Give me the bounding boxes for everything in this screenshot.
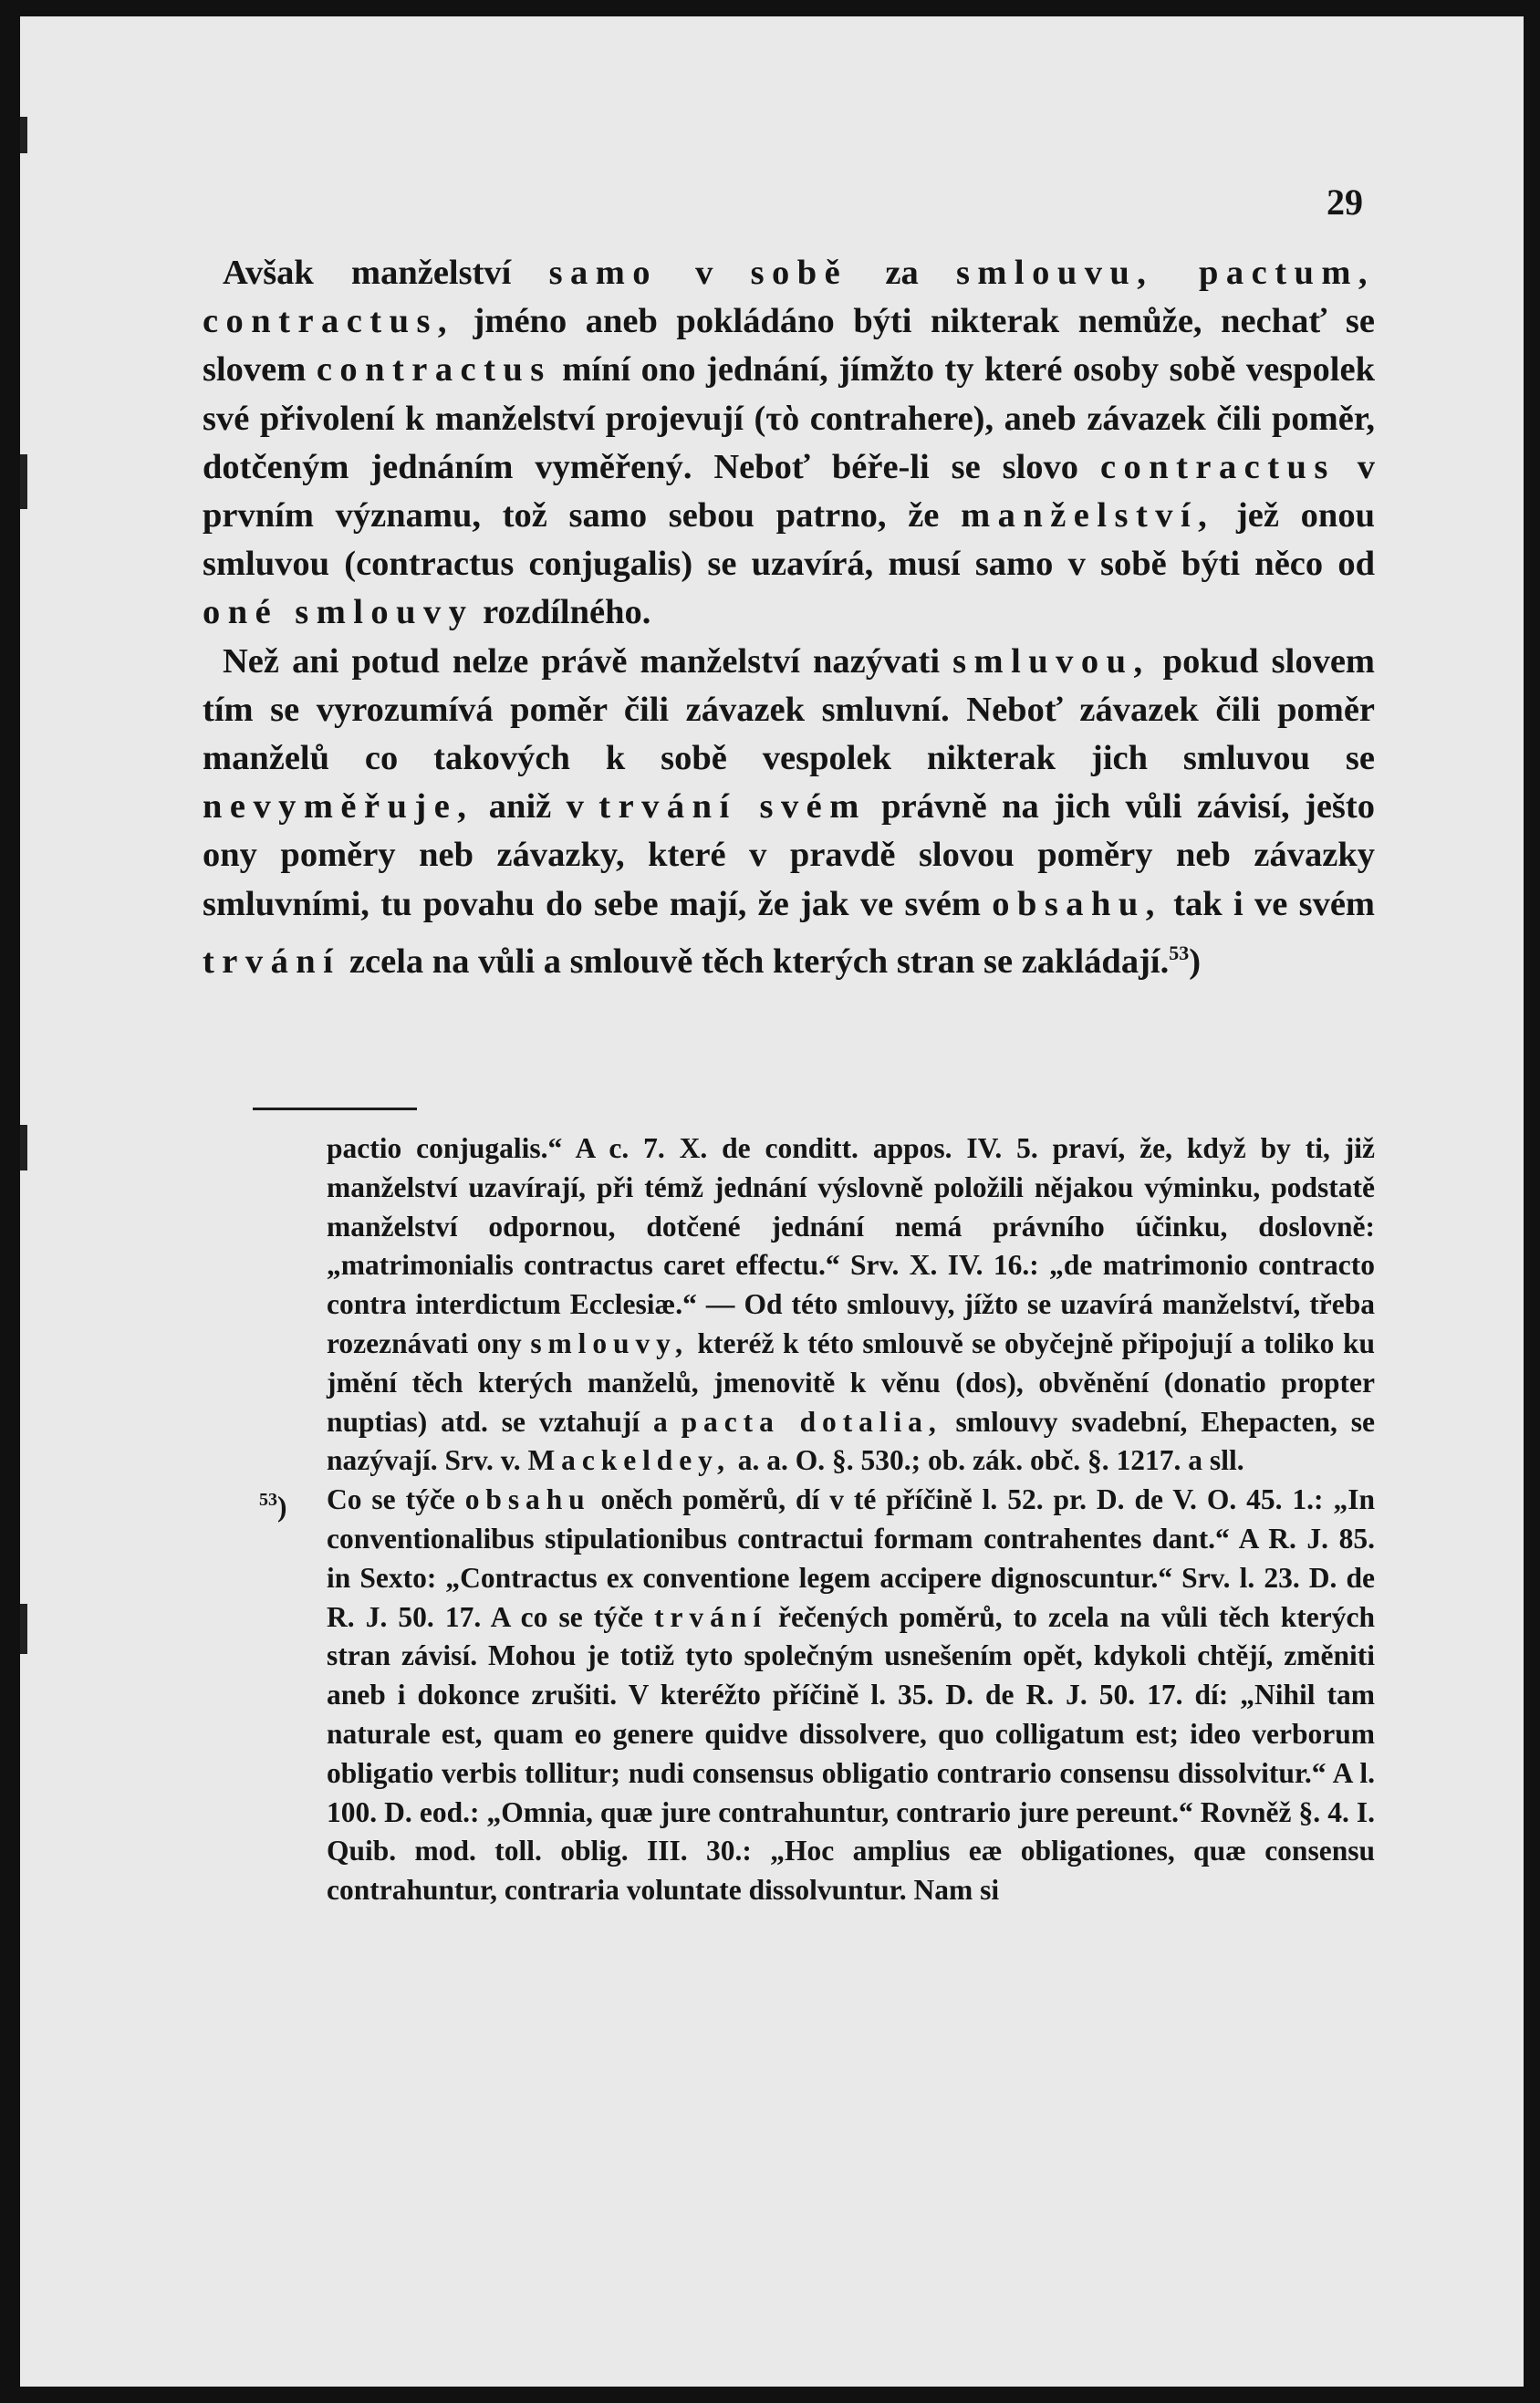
main-text (203, 249, 1375, 986)
spaced-emphasis: obsahu, (992, 884, 1162, 923)
footnote-53 (246, 1481, 1375, 1910)
spaced-emphasis: trvání (654, 1600, 767, 1633)
footnotes (246, 1129, 1375, 1910)
spaced-emphasis: obsahu (464, 1483, 591, 1516)
spaced-emphasis: smlouvy, (530, 1326, 689, 1359)
spaced-emphasis: smluvou, (952, 641, 1150, 681)
spaced-emphasis: contractus (316, 350, 552, 390)
book-page (20, 16, 1524, 2387)
spaced-emphasis: contractus (1099, 447, 1336, 486)
spaced-emphasis: sobě (750, 254, 848, 292)
paragraph-1: Avšak manželství samo v sobě za smlouvu, pactum, contractus, jméno aneb pokládáno býti nikterak nemůže, nechať se slovem contractus míní ono jednání, jímžto ty které osoby sobě vespolek své přivolení k manželství projevují (τὸ contrahere), aneb závazek čili poměr, dotčeným jednáním vyměřený. Neboť béře-li se slovo contractus v prvním významu, tož samo sebou patrno, že manželství, jež onou smluvou (contractus conjugalis) se uzavírá, musí samo v sobě býti něco od oné smlouvy rozdílného. (203, 254, 1376, 632)
spaced-emphasis: smlouvu, pactum, contractus, (203, 254, 1376, 341)
left-margin-mark (20, 1604, 27, 1654)
left-margin-mark (20, 1125, 27, 1170)
page-number: 29 (1327, 182, 1363, 223)
spaced-emphasis: nevyměřuje, (203, 787, 474, 827)
spaced-emphasis: Mackeldey, (527, 1444, 731, 1477)
spaced-emphasis: samo (548, 254, 658, 292)
spaced-emphasis: pacta dotalia, (681, 1405, 942, 1438)
spaced-emphasis: trvání svém (598, 787, 867, 827)
footnote-marker: $^{53}$) (259, 1490, 287, 1524)
spaced-emphasis: manželství, (961, 496, 1215, 536)
left-margin-mark (20, 454, 27, 509)
spaced-emphasis: trvání (203, 941, 341, 981)
footnote-separator (253, 1108, 417, 1110)
footnote-continued: pactio conjugalis.“ A c. 7. X. de conditt. appos. IV. 5. praví, že, když by ti, již manželství uzavírají, při témž jednání výslovně položili nějakou výminku, podstatě manželství odpornou, dotčené jednání nemá právního účinku, doslovně: „matrimonialis contractus caret effectu.“ Srv. X. IV. 16.: „de matrimonio contracto contra interdictum Ecclesiæ.“ — Od této smlouvy, jížto se uzavírá manželství, třeba rozeznávati ony smlouvy, kteréž k této smlouvě se obyčejně připojují a toliko ku jmění těch kterých manželů, jmenovitě k věnu (dos), obvěnění (donatio propter nuptias) atd. se vztahují a pacta dotalia, smlouvy svadební, Ehepacten, se nazývají. Srv. v. Mackeldey, a. a. O. §. 530.; ob. zák. obč. §. 1217. a sll. (327, 1132, 1376, 1477)
left-margin-mark (20, 117, 27, 153)
paragraph-2: Než ani potud nelze právě manželství nazývati smluvou, pokud slovem tím se vyrozumívá poměr čili závazek smluvní. Neboť závazek čili poměr manželů co takových k sobě vespolek nikterak jich smluvou se nevyměřuje, aniž v trvání svém právně na jich vůli závisí, ješto ony poměry neb závazky, které v pravdě slovou poměry neb závazky smluvními, tu povahu do sebe mají, že jak ve svém obsahu, tak i ve svém trvání zcela na vůli a smlouvě těch kterých stran se zakládají.$^{53}$) (203, 641, 1375, 981)
footnote-ref: 53 (1169, 941, 1190, 964)
spaced-emphasis: oné smlouvy (203, 593, 474, 632)
footnote-53-text: Co se týče obsahu oněch poměrů, dí v té příčině l. 52. pr. D. de V. O. 45. 1.: „In conventionalibus stipulationibus contractui formam contrahentes dant.“ A R. J. 85. in Sexto: „Contractus ex conventione legem accipere dignoscuntur.“ Srv. l. 23. D. de R. J. 50. 17. A co se týče trvání řečených poměrů, to zcela na vůli těch kterých stran závisí. Mohou je totiž tyto společným usnešením opět, kdykoli chtějí, změniti aneb i dokonce zrušiti. V kteréžto příčině l. 35. D. de R. J. 50. 17. dí: „Nihil tam naturale est, quam eo genere quidve dissolvere, quo colligatum est; ideo verborum obligatio verbis tollitur; nudi consensus obligatio contrario consensu dissolvitur.“ A l. 100. D. eod.: „Omnia, quæ jure contrahuntur, contrario jure pereunt.“ Rovněž §. 4. I. Quib. mod. toll. oblig. III. 30.: „Hoc amplius eæ obligationes, quæ consensu contrahuntur, contraria voluntate dissolvuntur. Nam si (327, 1483, 1375, 1907)
